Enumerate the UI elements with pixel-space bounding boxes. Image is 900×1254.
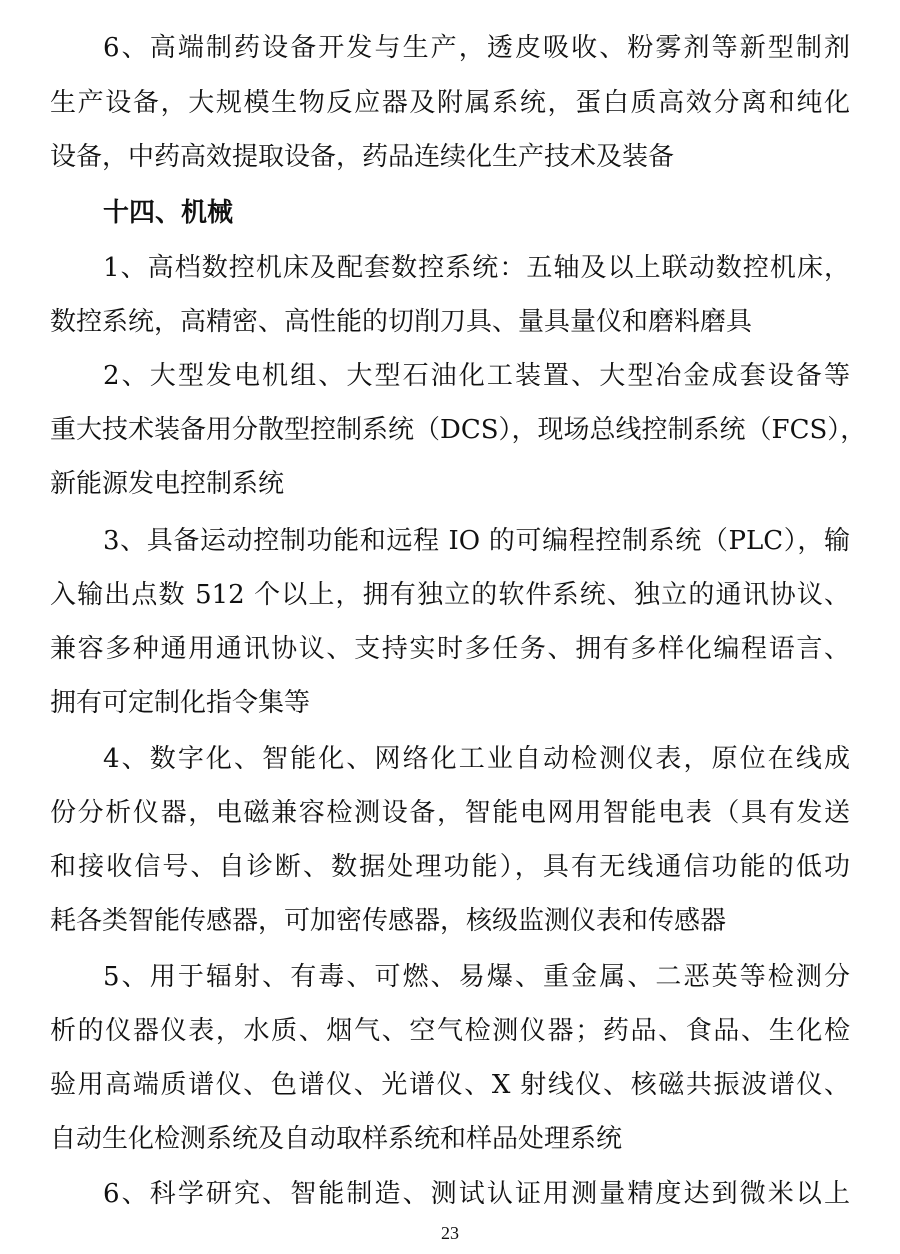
- paragraph-line: 设备，中药高效提取设备，药品连续化生产技术及装备: [50, 142, 675, 172]
- paragraph-line: 和接收信号、自诊断、数据处理功能），具有无线通信功能的低功: [50, 852, 850, 882]
- paragraph-line: 1、高档数控机床及配套数控系统：五轴及以上联动数控机床，: [103, 253, 850, 283]
- paragraph-line: 兼容多种通用通讯协议、支持实时多任务、拥有多样化编程语言、: [50, 634, 850, 664]
- paragraph-line: 2、大型发电机组、大型石油化工装置、大型冶金成套设备等: [103, 361, 850, 391]
- paragraph-line: 入输出点数 512 个以上，拥有独立的软件系统、独立的通讯协议、: [50, 580, 850, 610]
- paragraph-line: 数控系统，高精密、高性能的切削刀具、量具量仪和磨料磨具: [50, 307, 753, 337]
- paragraph-line: 份分析仪器，电磁兼容检测设备，智能电网用智能电表（具有发送: [50, 798, 850, 828]
- paragraph-line: 3、具备运动控制功能和远程 IO 的可编程控制系统（PLC），输: [103, 526, 850, 556]
- paragraph-line: 重大技术装备用分散型控制系统（DCS），现场总线控制系统（FCS），: [50, 415, 867, 445]
- paragraph-line: 新能源发电控制系统: [50, 469, 285, 499]
- paragraph-line: 验用高端质谱仪、色谱仪、光谱仪、X 射线仪、核磁共振波谱仪、: [50, 1070, 850, 1100]
- paragraph-line: 6、高端制药设备开发与生产，透皮吸收、粉雾剂等新型制剂: [103, 33, 850, 63]
- paragraph-line: 4、数字化、智能化、网络化工业自动检测仪表，原位在线成: [103, 744, 850, 774]
- paragraph-line: 拥有可定制化指令集等: [50, 688, 311, 718]
- paragraph-line: 析的仪器仪表，水质、烟气、空气检测仪器；药品、食品、生化检: [50, 1016, 850, 1046]
- paragraph-line: 耗各类智能传感器，可加密传感器，核级监测仪表和传感器: [50, 906, 727, 936]
- paragraph-line: 自动生化检测系统及自动取样系统和样品处理系统: [50, 1124, 623, 1154]
- paragraph-line: 6、科学研究、智能制造、测试认证用测量精度达到微米以上: [103, 1179, 850, 1209]
- paragraph-line: 5、用于辐射、有毒、可燃、易爆、重金属、二恶英等检测分: [103, 962, 850, 992]
- section-heading: 十四、机械: [103, 198, 234, 228]
- page-number: 23: [441, 1223, 459, 1243]
- paragraph-line: 生产设备，大规模生物反应器及附属系统，蛋白质高效分离和纯化: [50, 88, 850, 118]
